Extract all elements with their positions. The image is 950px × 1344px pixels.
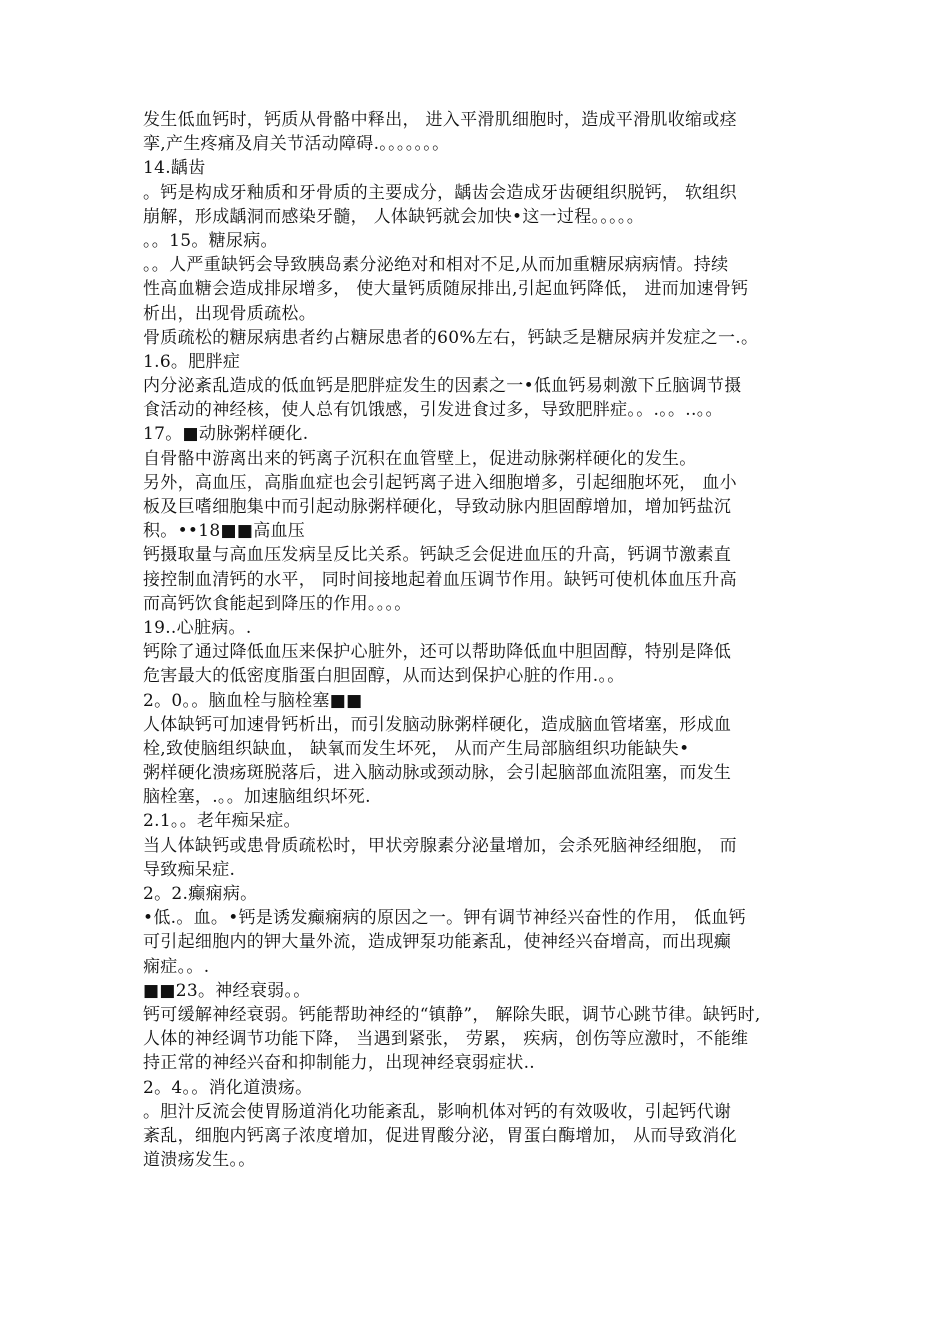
document-body xyxy=(143,108,815,1172)
text-line: 紊乱，细胞内钙离子浓度增加，促进胃酸分泌，胃蛋白酶增加， 从而导致消化 xyxy=(143,1125,737,1146)
text-line: 导致痴呆症. xyxy=(143,859,236,880)
text-line: 脑栓塞，.。。加速脑组织坏死. xyxy=(143,787,371,808)
text-line: 人体的神经调节功能下降， 当遇到紧张， 劳累， 疾病，创伤等应激时，不能维 xyxy=(143,1029,749,1050)
section-heading: 1.6。肥胖症 xyxy=(143,351,241,372)
text-line: 接控制血清钙的水平， 同时间接地起着血压调节作用。缺钙可使机体血压升高 xyxy=(143,569,737,590)
text-line: 人体缺钙可加速骨钙析出，而引发脑动脉粥样硬化，造成脑血管堵塞，形成血 xyxy=(143,714,732,735)
text-line: 。。人严重缺钙会导致胰岛素分泌绝对和相对不足,从而加重糖尿病病情。持续 xyxy=(143,255,729,276)
text-line: 钙可缓解神经衰弱。钙能帮助神经的“镇静”， 解除失眠，调节心跳节律。缺钙时, xyxy=(143,1004,761,1025)
text-line: 可引起细胞内的钾大量外流，造成钾泵功能紊乱，使神经兴奋增高，而出现癫 xyxy=(143,932,732,953)
text-line: 板及巨嗜细胞集中而引起动脉粥样硬化，导致动脉内胆固醇增加，增加钙盐沉 xyxy=(143,497,732,517)
text-line: 积。••18■■高血压 xyxy=(143,521,306,542)
section-heading: 2。4。。消化道溃疡。 xyxy=(143,1077,313,1098)
text-line: 钙除了通过降低血压来保护心脏外，还可以帮助降低血中胆固醇，特别是降低 xyxy=(143,642,732,663)
section-heading: 。。15。糖尿病。 xyxy=(143,230,278,251)
text-line: 栓,致使脑组织缺血， 缺氧而发生坏死， 从而产生局部脑组织功能缺失• xyxy=(143,738,690,759)
text-line: 。胆汁反流会使胃肠道消化功能紊乱，影响机体对钙的有效吸收，引起钙代谢 xyxy=(143,1101,732,1122)
text-line: 当人体缺钙或患骨质疏松时，甲状旁腺素分泌量增加，会杀死脑神经细胞， 而 xyxy=(143,835,737,856)
section-heading: 2。0。。脑血栓与脑栓塞■■ xyxy=(143,690,363,711)
text-line: 。钙是构成牙釉质和牙骨质的主要成分，龋齿会造成牙齿硬组织脱钙， 软组织 xyxy=(143,182,737,203)
text-line: 钙摄取量与高血压发病呈反比关系。钙缺乏会促进血压的升高，钙调节激素直 xyxy=(143,545,732,566)
text-line: 挛,产生疼痛及肩关节活动障碍.。。。。。。。 xyxy=(143,134,450,155)
text-line: 粥样硬化溃疡斑脱落后，进入脑动脉或颈动脉，会引起脑部血流阻塞，而发生 xyxy=(143,763,732,784)
text-line: 性高血糖会造成排尿增多， 使大量钙质随尿排出,引起血钙降低， 进而加速骨钙 xyxy=(143,279,749,300)
section-heading: ■■23。神经衰弱。。 xyxy=(143,980,311,1001)
text-line: 危害最大的低密度脂蛋白胆固醇，从而达到保护心脏的作用.。。 xyxy=(143,666,625,687)
text-line: 骨质疏松的糖尿病患者约占糖尿患者的60%左右，钙缺乏是糖尿病并发症之一.。 xyxy=(143,327,759,348)
text-line: 崩解，形成龋洞而感染牙髓， 人体缺钙就会加快•这一过程。。。。。 xyxy=(143,206,645,227)
text-line: •低.。血。•钙是诱发癫痫病的原因之一。钾有调节神经兴奋性的作用， 低血钙 xyxy=(143,908,746,929)
text-line: 发生低血钙时，钙质从骨骼中释出， 进入平滑肌细胞时，造成平滑肌收缩或痉 xyxy=(143,110,737,130)
text-line: 道溃疡发生。。 xyxy=(143,1150,256,1171)
text-line: 析出，出现骨质疏松。 xyxy=(143,303,316,324)
section-heading: 14.龋齿 xyxy=(143,158,206,179)
text-line: 持正常的神经兴奋和抑制能力，出现神经衰弱症状.. xyxy=(143,1053,536,1074)
section-heading: 2.1。。老年痴呆症。 xyxy=(143,811,301,832)
text-line: 另外，高血压，高脂血症也会引起钙离子进入细胞增多，引起细胞坏死， 血小 xyxy=(143,472,737,493)
text-line: 内分泌紊乱造成的低血钙是肥胖症发生的因素之一•低血钙易刺激下丘脑调节摄 xyxy=(143,376,742,397)
section-heading: 2。2.癫痫病。 xyxy=(143,884,258,904)
text-line: 而高钙饮食能起到降压的作用。。。。 xyxy=(143,593,412,614)
section-heading: 19..心脏病。. xyxy=(143,617,252,638)
text-line: 自骨骼中游离出来的钙离子沉积在血管壁上，促进动脉粥样硬化的发生。 xyxy=(143,448,697,469)
text-line: 食活动的神经核，使人总有饥饿感，引发进食过多，导致肥胖症。。.。。..。。 xyxy=(143,400,723,421)
section-heading: 17。■动脉粥样硬化. xyxy=(143,424,309,445)
text-line: 痫症。。. xyxy=(143,956,210,977)
